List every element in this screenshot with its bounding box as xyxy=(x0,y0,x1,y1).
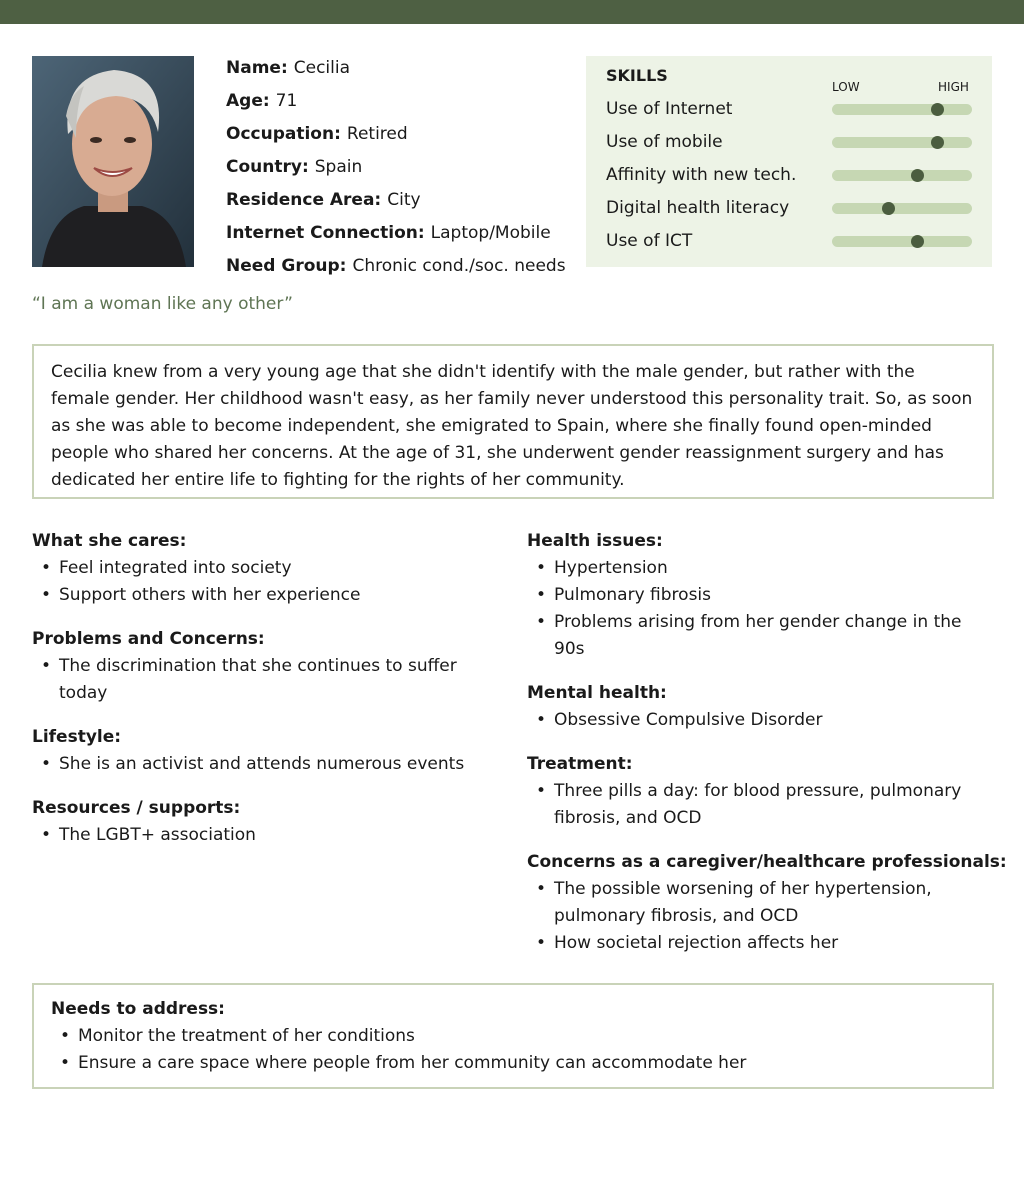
field-key: Need Group: xyxy=(226,256,347,276)
section-lifestyle xyxy=(32,724,502,778)
section-heading: Treatment: xyxy=(527,754,633,774)
needs-box xyxy=(32,983,994,1089)
skill-row xyxy=(606,229,972,253)
skills-title: SKILLS xyxy=(606,66,668,85)
skill-level-dot xyxy=(882,202,895,215)
field-occupation xyxy=(226,118,566,151)
bullet-list xyxy=(527,778,997,832)
field-key: Age: xyxy=(226,91,270,111)
skill-label: Use of ICT xyxy=(606,231,693,251)
field-value: Laptop/Mobile xyxy=(430,223,551,243)
bullet-list xyxy=(51,1023,975,1077)
field-internet xyxy=(226,217,566,250)
top-banner xyxy=(0,0,1024,24)
section-caregiver-concerns xyxy=(527,849,1007,957)
right-column xyxy=(527,528,1007,974)
list-item: • Feel integrated into society xyxy=(32,555,502,582)
skill-label: Use of Internet xyxy=(606,99,733,119)
list-item: • Monitor the treatment of her conditions xyxy=(51,1023,975,1050)
skill-row xyxy=(606,130,972,154)
skill-level-dot xyxy=(931,103,944,116)
skill-level-dot xyxy=(911,169,924,182)
skill-label: Affinity with new tech. xyxy=(606,165,797,185)
bullet-list xyxy=(527,555,997,663)
skill-label: Digital health literacy xyxy=(606,198,790,218)
skill-row xyxy=(606,196,972,220)
section-heading: Mental health: xyxy=(527,683,667,703)
bullet-list xyxy=(32,822,502,849)
persona-quote: “I am a woman like any other” xyxy=(32,294,293,314)
field-key: Occupation: xyxy=(226,124,341,144)
bullet-list xyxy=(527,876,997,957)
list-item: • How societal rejection affects her xyxy=(527,930,997,957)
persona-photo xyxy=(32,56,194,267)
section-heading: What she cares: xyxy=(32,531,187,551)
field-key: Country: xyxy=(226,157,309,177)
list-item: • Three pills a day: for blood pressure, pulmonary fibrosis, and OCD xyxy=(527,778,997,832)
section-problems xyxy=(32,626,502,707)
skills-panel xyxy=(586,56,992,267)
persona-story: Cecilia knew from a very young age that she didn't identify with the male gender, but rather with the female gender. Her childhood wasn't easy, as her family never understood this personality trait. So, as soon as she was able to become independent, she emigrated to Spain, where she finally found open-minded people who shared her concerns. At the age of 31, she underwent gender reassignment surgery and has dedicated her entire life to fighting for the rights of her community. xyxy=(32,344,994,499)
skill-track xyxy=(832,137,972,148)
list-item: • Support others with her experience xyxy=(32,582,502,609)
list-item: • The LGBT+ association xyxy=(32,822,502,849)
field-name xyxy=(226,52,566,85)
skill-level-dot xyxy=(911,235,924,248)
skill-level-dot xyxy=(931,136,944,149)
skill-track xyxy=(832,236,972,247)
bullet-list xyxy=(32,555,502,609)
bullet-list xyxy=(32,653,502,707)
skill-track xyxy=(832,203,972,214)
field-value: Chronic cond./soc. needs xyxy=(352,256,566,276)
field-age xyxy=(226,85,566,118)
skill-track xyxy=(832,170,972,181)
field-value: Cecilia xyxy=(293,58,351,78)
section-heading: Lifestyle: xyxy=(32,727,122,747)
list-item: • Obsessive Compulsive Disorder xyxy=(527,707,997,734)
section-resources xyxy=(32,795,502,849)
bullet-list xyxy=(32,751,502,778)
skill-row xyxy=(606,163,972,187)
list-item: • Hypertension xyxy=(527,555,997,582)
field-value: City xyxy=(387,190,421,210)
skill-label: Use of mobile xyxy=(606,132,723,152)
skills-low-label: LOW xyxy=(832,80,860,94)
list-item: • Pulmonary fibrosis xyxy=(527,582,997,609)
section-cares xyxy=(32,528,502,609)
section-mental-health xyxy=(527,680,997,734)
section-treatment xyxy=(527,751,997,832)
skill-track xyxy=(832,104,972,115)
needs-heading: Needs to address: xyxy=(51,999,225,1019)
list-item: • Ensure a care space where people from her community can accommodate her xyxy=(51,1050,975,1077)
list-item: • The possible worsening of her hypertension, pulmonary fibrosis, and OCD xyxy=(527,876,997,930)
list-item: • She is an activist and attends numerous events xyxy=(32,751,502,778)
field-country xyxy=(226,151,566,184)
field-key: Residence Area: xyxy=(226,190,382,210)
list-item: • The discrimination that she continues to suffer today xyxy=(32,653,502,707)
section-health-issues xyxy=(527,528,997,663)
section-heading: Health issues: xyxy=(527,531,663,551)
field-need-group xyxy=(226,250,566,283)
skills-high-label: HIGH xyxy=(938,80,969,94)
field-key: Name: xyxy=(226,58,288,78)
field-value: Spain xyxy=(314,157,363,177)
list-item: • Problems arising from her gender change in the 90s xyxy=(527,609,997,663)
field-key: Internet Connection: xyxy=(226,223,425,243)
bullet-list xyxy=(527,707,997,734)
persona-info xyxy=(226,52,566,283)
field-residence xyxy=(226,184,566,217)
field-value: Retired xyxy=(346,124,408,144)
field-value: 71 xyxy=(275,91,298,111)
section-heading: Concerns as a caregiver/healthcare professionals: xyxy=(527,852,1007,872)
skill-row xyxy=(606,97,972,121)
section-heading: Resources / supports: xyxy=(32,798,241,818)
left-column xyxy=(32,528,502,866)
section-heading: Problems and Concerns: xyxy=(32,629,265,649)
